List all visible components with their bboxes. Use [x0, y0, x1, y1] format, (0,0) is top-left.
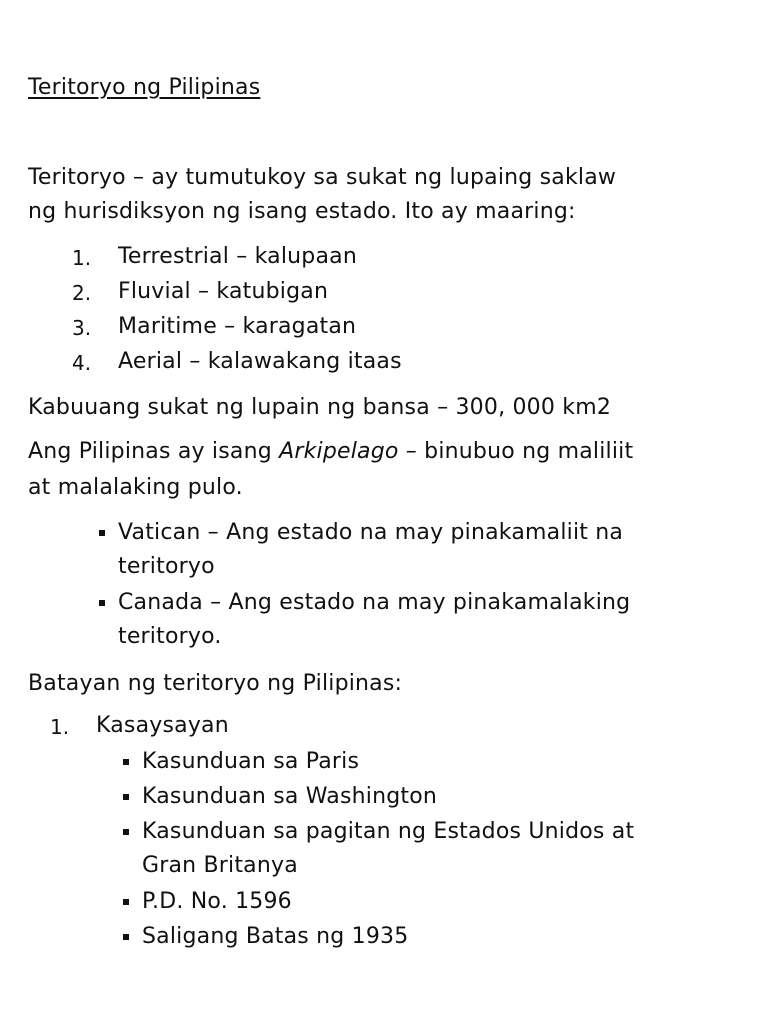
bullet-icon — [99, 600, 105, 606]
definition-line-2: ng hurisdiksyon ng isang estado. Ito ay maaring: — [28, 199, 576, 224]
bullet-icon — [123, 794, 129, 800]
area-line: Kabuuang sukat ng lupain ng bansa – 300, 000 km2 — [28, 395, 612, 420]
list-item-continuation: Gran Britanya — [142, 853, 298, 878]
basis-heading: Batayan ng teritoryo ng Pilipinas: — [28, 671, 403, 696]
list-number: 1. — [50, 715, 70, 739]
list-item-continuation: teritoryo. — [118, 624, 222, 649]
list-item: Kasunduan sa Washington — [142, 784, 438, 809]
list-number: 2. — [72, 281, 92, 305]
list-item: Vatican – Ang estado na may pinakamaliit na — [118, 520, 624, 545]
bullet-icon — [123, 759, 129, 765]
list-item: Kasunduan sa pagitan ng Estados Unidos at — [142, 819, 635, 844]
list-item: Fluvial – katubigan — [118, 279, 329, 304]
list-item: Canada – Ang estado na may pinakamalaking — [118, 590, 631, 615]
document-title: Teritoryo ng Pilipinas — [28, 75, 261, 100]
list-number: 1. — [72, 246, 92, 270]
list-item: Aerial – kalawakang itaas — [118, 349, 402, 374]
basis-label: Kasaysayan — [96, 713, 229, 738]
definition-line-1: Teritoryo – ay tumutukoy sa sukat ng lupaing saklaw — [28, 165, 617, 190]
list-item: Kasunduan sa Paris — [142, 749, 360, 774]
list-item-continuation: teritoryo — [118, 554, 215, 579]
archipelago-line-2: at malalaking pulo. — [28, 475, 243, 500]
list-number: 4. — [72, 351, 92, 375]
archipelago-term: Arkipelago — [279, 439, 399, 464]
bullet-icon — [123, 829, 129, 835]
list-number: 3. — [72, 316, 92, 340]
bullet-icon — [123, 934, 129, 940]
archipelago-suffix: – binubuo ng maliliit — [398, 439, 634, 464]
archipelago-prefix: Ang Pilipinas ay isang — [28, 439, 280, 464]
bullet-icon — [123, 899, 129, 905]
list-item: Saligang Batas ng 1935 — [142, 924, 409, 949]
archipelago-line-1 — [28, 438, 633, 466]
list-item: Terrestrial – kalupaan — [118, 244, 357, 269]
list-item: Maritime – karagatan — [118, 314, 357, 339]
bullet-icon — [99, 530, 105, 536]
list-item: P.D. No. 1596 — [142, 889, 292, 914]
